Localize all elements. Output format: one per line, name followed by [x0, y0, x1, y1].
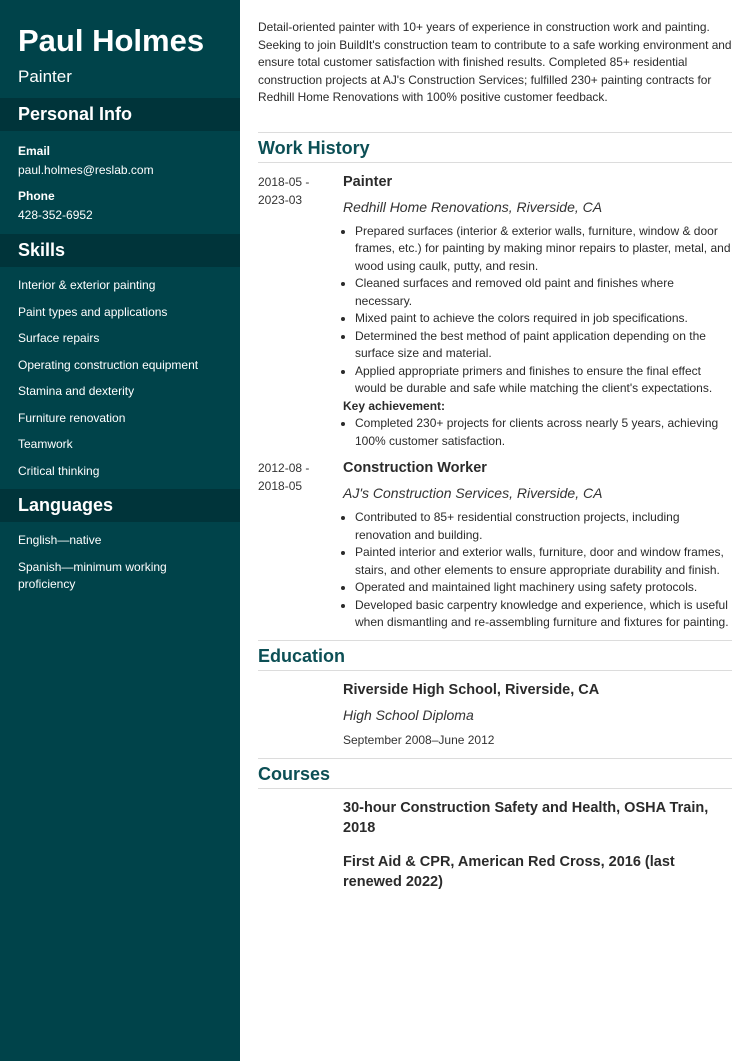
language-item: Spanish—minimum working proficiency — [18, 559, 167, 591]
skill-item: Operating construction equipment — [18, 357, 199, 372]
personal-info-heading: Personal Info — [0, 98, 240, 131]
skills-heading: Skills — [0, 234, 240, 267]
education-details — [343, 681, 732, 749]
profile-summary: Detail-oriented painter with 10+ years of experience in construction work and painting. Seeking to join BuildIt's construction team to contribute to a safe working environment and ensure total customer satisfaction with finished results. Completed 85+ residential construction projects at AJ's Construction Services; fulfilled 230+ painting contracts for Redhill Home Renovations with 100% positive customer feedback. — [258, 20, 732, 104]
job-details — [343, 173, 732, 451]
email-value[interactable]: paul.holmes@reslab.com — [18, 163, 154, 177]
job-entry — [258, 173, 732, 451]
job-entry — [258, 459, 732, 632]
key-achievements — [343, 415, 732, 450]
personal-info-section — [0, 131, 240, 223]
list-item: • Contributed to 85+ residential construction projects, including renovation and building. — [355, 509, 732, 544]
languages-list — [0, 522, 240, 594]
job-company: AJ's Construction Services, Riverside, CA — [343, 485, 603, 501]
job-dates: 2012-08 - 2018-05 — [258, 461, 310, 493]
courses-heading: Courses — [258, 758, 732, 789]
candidate-role: Painter — [18, 67, 72, 86]
list-item: • Completed 230+ projects for clients across nearly 5 years, achieving 100% customer satisfaction. — [355, 415, 732, 450]
list-item: • Cleaned surfaces and removed old paint and finishes where necessary. — [355, 275, 732, 310]
job-duties — [343, 223, 732, 398]
sidebar — [0, 0, 240, 1061]
key-achievement-label: Key achievement: — [343, 398, 446, 413]
job-company: Redhill Home Renovations, Riverside, CA — [343, 198, 603, 215]
list-item: • Painted interior and exterior walls, furniture, door and window frames, stairs, and other elements to ensure appropriate durability and finish. — [355, 544, 732, 579]
skill-item: Critical thinking — [18, 463, 100, 478]
list-item: • Mixed paint to achieve the colors required in job specifications. — [355, 310, 732, 328]
job-title: Painter — [343, 173, 393, 190]
education-dates-spacer — [258, 681, 343, 749]
course-item: 30-hour Construction Safety and Health, OSHA Train, 2018 — [343, 799, 709, 836]
language-item: English—native — [18, 533, 102, 547]
skill-item: Teamwork — [18, 437, 73, 451]
list-item: • Determined the best method of paint application depending on the surface size and material. — [355, 328, 732, 363]
list-item: • Prepared surfaces (interior & exterior walls, furniture, window & door frames, etc.) for painting by making minor repairs to plaster, metal, and wood using caulk, putty, and resin. — [355, 223, 732, 276]
job-title: Construction Worker — [343, 460, 487, 476]
work-history-heading: Work History — [258, 132, 732, 163]
courses-spacer — [258, 798, 343, 892]
list-item: • Operated and maintained light machinery using safety protocols. — [355, 579, 732, 597]
skill-item: Interior & exterior painting — [18, 278, 156, 292]
languages-heading: Languages — [0, 489, 240, 522]
education-entry — [258, 681, 732, 749]
main-content — [258, 0, 732, 892]
skills-list — [0, 267, 240, 480]
courses-entry — [258, 798, 732, 892]
education-dates: September 2008–June 2012 — [343, 732, 495, 747]
degree: High School Diploma — [343, 706, 474, 723]
candidate-name: Paul Holmes — [18, 23, 205, 58]
skill-item: Surface repairs — [18, 331, 100, 345]
email-label: Email — [18, 144, 51, 158]
job-duties — [343, 509, 732, 632]
courses-list — [343, 798, 732, 892]
list-item: • Applied appropriate primers and finishes to ensure the final effect would be durable and safe while matching the client's expectations. — [355, 363, 732, 398]
job-dates: 2018-05 - 2023-03 — [258, 174, 310, 207]
school-name: Riverside High School, Riverside, CA — [343, 681, 600, 698]
skill-item: Paint types and applications — [18, 304, 168, 319]
skill-item: Furniture renovation — [18, 410, 126, 425]
phone-value[interactable]: 428-352-6952 — [18, 208, 93, 222]
course-item: First Aid & CPR, American Red Cross, 2016 (last renewed 2022) — [343, 853, 675, 890]
phone-label: Phone — [18, 189, 55, 203]
education-heading: Education — [258, 640, 732, 671]
job-details — [343, 459, 732, 632]
skill-item: Stamina and dexterity — [18, 384, 135, 398]
list-item: • Developed basic carpentry knowledge and experience, which is useful when dismantling and re-assembling furniture and fixtures for painting. — [355, 597, 732, 632]
